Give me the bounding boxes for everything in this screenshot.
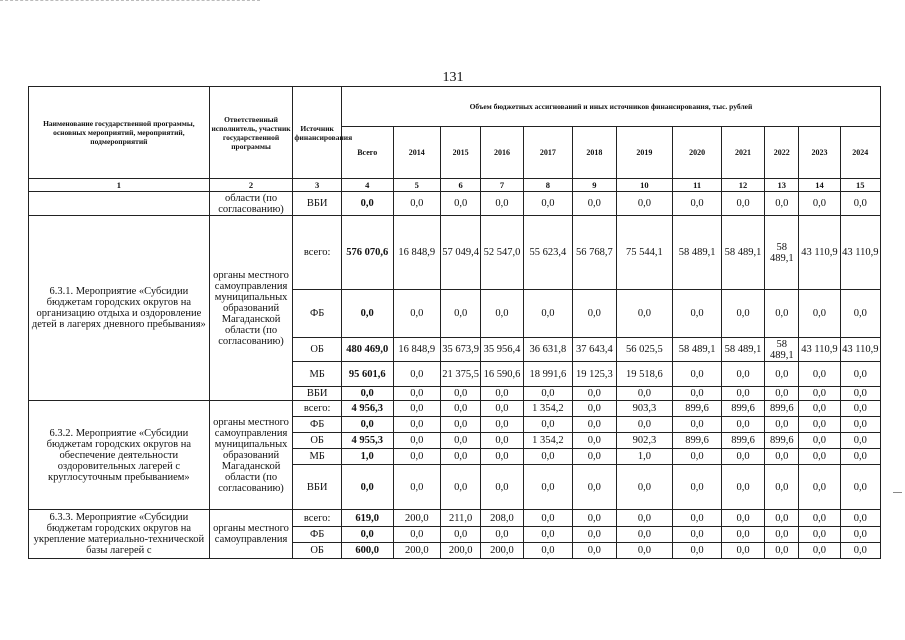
value-cell: 0,0 (840, 543, 880, 559)
value-cell: 0,0 (765, 449, 799, 465)
value-cell: 0,0 (573, 543, 616, 559)
value-cell: 0,0 (341, 465, 393, 510)
value-cell: 0,0 (481, 433, 523, 449)
value-cell: 0,0 (840, 449, 880, 465)
header-year: 2023 (799, 127, 840, 179)
column-number: 14 (799, 179, 840, 192)
value-cell: 0,0 (573, 192, 616, 216)
value-cell: 0,0 (721, 290, 764, 338)
value-cell: 1,0 (341, 449, 393, 465)
value-cell: 0,0 (481, 387, 523, 401)
value-cell: 75 544,1 (616, 216, 673, 290)
value-cell: 208,0 (481, 510, 523, 527)
value-cell: 0,0 (673, 465, 722, 510)
value-cell: 0,0 (341, 417, 393, 433)
source-cell: ВБИ (293, 192, 342, 216)
value-cell: 0,0 (573, 387, 616, 401)
value-cell: 16 848,9 (393, 338, 441, 362)
value-cell: 0,0 (840, 387, 880, 401)
value-cell: 0,0 (765, 362, 799, 387)
value-cell: 0,0 (799, 401, 840, 417)
value-cell: 0,0 (673, 192, 722, 216)
value-cell: 58 489,1 (673, 338, 722, 362)
value-cell: 0,0 (799, 543, 840, 559)
header-year: 2021 (721, 127, 764, 179)
value-cell: 0,0 (393, 433, 441, 449)
responsible-cell: органы местного самоуправления муниципальных образований Магаданской области (по согласованию) (209, 216, 293, 401)
value-cell: 0,0 (673, 543, 722, 559)
value-cell: 21 375,5 (441, 362, 481, 387)
value-cell: 56 768,7 (573, 216, 616, 290)
source-cell: ОБ (293, 543, 342, 559)
responsible-cell: органы местного самоуправления муниципальных образований Магаданской области (по согласованию) (209, 401, 293, 510)
header-name: Наименование государственной программы, основных мероприятий, мероприятий, подмероприятий (29, 87, 210, 179)
value-cell: 0,0 (765, 417, 799, 433)
value-cell: 0,0 (673, 449, 722, 465)
header-year: 2017 (523, 127, 573, 179)
value-cell: 0,0 (393, 387, 441, 401)
value-cell: 0,0 (616, 417, 673, 433)
value-cell: 200,0 (441, 543, 481, 559)
value-cell: 0,0 (481, 449, 523, 465)
value-cell: 0,0 (799, 465, 840, 510)
source-cell: ФБ (293, 290, 342, 338)
responsible-cell: области (по согласованию) (209, 192, 293, 216)
value-cell: 58 489,1 (673, 216, 722, 290)
value-cell: 56 025,5 (616, 338, 673, 362)
value-cell: 36 631,8 (523, 338, 573, 362)
value-cell: 19 125,3 (573, 362, 616, 387)
value-cell: 0,0 (481, 527, 523, 543)
header-year: 2015 (441, 127, 481, 179)
scan-artifact-mark (893, 492, 902, 493)
value-cell: 0,0 (441, 401, 481, 417)
header-year: 2019 (616, 127, 673, 179)
column-number: 11 (673, 179, 722, 192)
column-number: 15 (840, 179, 880, 192)
source-cell: ФБ (293, 417, 342, 433)
value-cell: 4 955,3 (341, 433, 393, 449)
value-cell: 0,0 (765, 527, 799, 543)
value-cell: 0,0 (393, 449, 441, 465)
value-cell: 480 469,0 (341, 338, 393, 362)
value-cell: 200,0 (393, 510, 441, 527)
value-cell: 0,0 (799, 362, 840, 387)
source-cell: ОБ (293, 433, 342, 449)
header-volume: Объем бюджетных ассигнований и иных источников финансирования, тыс. рублей (341, 87, 880, 127)
table-row (29, 401, 881, 417)
column-number: 5 (393, 179, 441, 192)
value-cell: 0,0 (799, 527, 840, 543)
column-number: 1 (29, 179, 210, 192)
value-cell: 600,0 (341, 543, 393, 559)
value-cell: 18 991,6 (523, 362, 573, 387)
value-cell: 0,0 (616, 510, 673, 527)
value-cell: 0,0 (573, 417, 616, 433)
value-cell: 0,0 (573, 433, 616, 449)
value-cell: 0,0 (441, 192, 481, 216)
value-cell: 0,0 (573, 449, 616, 465)
value-cell: 899,6 (673, 433, 722, 449)
value-cell: 0,0 (840, 510, 880, 527)
value-cell: 0,0 (573, 527, 616, 543)
value-cell: 0,0 (765, 192, 799, 216)
value-cell: 0,0 (393, 290, 441, 338)
value-cell: 0,0 (840, 401, 880, 417)
value-cell: 0,0 (393, 527, 441, 543)
source-cell: ФБ (293, 527, 342, 543)
value-cell: 0,0 (481, 192, 523, 216)
source-cell: всего: (293, 216, 342, 290)
header-year: 2014 (393, 127, 441, 179)
value-cell: 0,0 (393, 465, 441, 510)
table-row (29, 510, 881, 527)
column-number: 6 (441, 179, 481, 192)
value-cell: 211,0 (441, 510, 481, 527)
value-cell: 0,0 (721, 192, 764, 216)
value-cell: 0,0 (523, 543, 573, 559)
value-cell: 903,3 (616, 401, 673, 417)
value-cell: 58 489,1 (721, 216, 764, 290)
value-cell: 899,6 (765, 401, 799, 417)
value-cell: 0,0 (765, 510, 799, 527)
value-cell: 0,0 (481, 401, 523, 417)
value-cell: 95 601,6 (341, 362, 393, 387)
value-cell: 619,0 (341, 510, 393, 527)
value-cell: 0,0 (573, 465, 616, 510)
header-total: Всего (341, 127, 393, 179)
value-cell: 899,6 (721, 401, 764, 417)
value-cell: 0,0 (673, 510, 722, 527)
column-number: 12 (721, 179, 764, 192)
value-cell: 0,0 (840, 465, 880, 510)
value-cell: 0,0 (616, 527, 673, 543)
value-cell: 0,0 (523, 510, 573, 527)
value-cell: 0,0 (573, 290, 616, 338)
value-cell: 35 673,9 (441, 338, 481, 362)
value-cell: 0,0 (616, 192, 673, 216)
value-cell: 1 354,2 (523, 401, 573, 417)
value-cell: 0,0 (341, 290, 393, 338)
value-cell: 55 623,4 (523, 216, 573, 290)
value-cell: 35 956,4 (481, 338, 523, 362)
value-cell: 0,0 (765, 543, 799, 559)
value-cell: 0,0 (523, 387, 573, 401)
value-cell: 899,6 (721, 433, 764, 449)
value-cell: 899,6 (765, 433, 799, 449)
source-cell: ВБИ (293, 465, 342, 510)
header-responsible: Ответственный исполнитель, участник государственной программы (209, 87, 293, 179)
value-cell: 0,0 (799, 433, 840, 449)
source-cell: ОБ (293, 338, 342, 362)
value-cell: 37 643,4 (573, 338, 616, 362)
source-cell: ВБИ (293, 387, 342, 401)
column-number: 10 (616, 179, 673, 192)
value-cell: 16 848,9 (393, 216, 441, 290)
column-number: 13 (765, 179, 799, 192)
value-cell: 0,0 (765, 465, 799, 510)
value-cell: 0,0 (721, 510, 764, 527)
column-number: 8 (523, 179, 573, 192)
header-year: 2022 (765, 127, 799, 179)
value-cell: 899,6 (673, 401, 722, 417)
scan-artifact-line (0, 0, 260, 3)
value-cell: 0,0 (840, 433, 880, 449)
value-cell: 1,0 (616, 449, 673, 465)
source-cell: МБ (293, 362, 342, 387)
page-number: 131 (442, 70, 464, 85)
value-cell: 0,0 (481, 290, 523, 338)
value-cell: 0,0 (840, 527, 880, 543)
row-name (29, 192, 210, 216)
value-cell: 0,0 (765, 290, 799, 338)
value-cell: 0,0 (441, 449, 481, 465)
value-cell: 0,0 (721, 387, 764, 401)
value-cell: 19 518,6 (616, 362, 673, 387)
value-cell: 43 110,9 (799, 216, 840, 290)
value-cell: 52 547,0 (481, 216, 523, 290)
value-cell: 576 070,6 (341, 216, 393, 290)
column-number: 2 (209, 179, 293, 192)
value-cell: 0,0 (840, 417, 880, 433)
value-cell: 0,0 (840, 192, 880, 216)
value-cell: 43 110,9 (799, 338, 840, 362)
value-cell: 0,0 (673, 527, 722, 543)
value-cell: 0,0 (616, 387, 673, 401)
value-cell: 0,0 (441, 417, 481, 433)
value-cell: 0,0 (721, 543, 764, 559)
value-cell: 0,0 (616, 465, 673, 510)
source-cell: всего: (293, 510, 342, 527)
header-year: 2016 (481, 127, 523, 179)
value-cell: 0,0 (799, 192, 840, 216)
measure-name: 6.3.1. Мероприятие «Субсидии бюджетам городских округов на организацию отдыха и оздоровление детей в лагерях дневного пребывания» (29, 216, 210, 401)
value-cell: 0,0 (721, 417, 764, 433)
value-cell: 0,0 (673, 362, 722, 387)
value-cell: 0,0 (721, 465, 764, 510)
column-number: 7 (481, 179, 523, 192)
value-cell: 0,0 (441, 433, 481, 449)
table-row (29, 192, 881, 216)
value-cell: 0,0 (523, 527, 573, 543)
value-cell: 200,0 (481, 543, 523, 559)
header-year: 2024 (840, 127, 880, 179)
column-numbers-row (29, 179, 881, 192)
value-cell: 0,0 (481, 417, 523, 433)
value-cell: 902,3 (616, 433, 673, 449)
value-cell: 57 049,4 (441, 216, 481, 290)
value-cell: 0,0 (441, 290, 481, 338)
value-cell: 0,0 (523, 417, 573, 433)
value-cell: 4 956,3 (341, 401, 393, 417)
value-cell: 43 110,9 (840, 338, 880, 362)
column-number: 3 (293, 179, 342, 192)
value-cell: 0,0 (721, 362, 764, 387)
value-cell: 0,0 (393, 417, 441, 433)
value-cell: 0,0 (721, 449, 764, 465)
table-row (29, 216, 881, 290)
value-cell: 0,0 (341, 387, 393, 401)
value-cell: 0,0 (523, 465, 573, 510)
source-cell: всего: (293, 401, 342, 417)
value-cell: 0,0 (393, 362, 441, 387)
value-cell: 0,0 (573, 401, 616, 417)
value-cell: 0,0 (799, 449, 840, 465)
header-year: 2018 (573, 127, 616, 179)
value-cell: 0,0 (393, 192, 441, 216)
value-cell: 0,0 (441, 387, 481, 401)
value-cell: 200,0 (393, 543, 441, 559)
measure-name: 6.3.2. Мероприятие «Субсидии бюджетам городских округов на обеспечение деятельности оздоровительных лагерей с круглосуточным пребыванием» (29, 401, 210, 510)
value-cell: 0,0 (523, 449, 573, 465)
source-cell: МБ (293, 449, 342, 465)
value-cell: 0,0 (393, 401, 441, 417)
value-cell: 43 110,9 (840, 216, 880, 290)
value-cell: 58 489,1 (765, 338, 799, 362)
value-cell: 0,0 (673, 290, 722, 338)
value-cell: 0,0 (765, 387, 799, 401)
value-cell: 0,0 (840, 290, 880, 338)
value-cell: 0,0 (616, 543, 673, 559)
value-cell: 0,0 (799, 417, 840, 433)
value-cell: 0,0 (441, 527, 481, 543)
value-cell: 0,0 (673, 387, 722, 401)
header-source: Источник финансирования (293, 87, 342, 179)
responsible-cell: органы местного самоуправления (209, 510, 293, 559)
value-cell: 58 489,1 (765, 216, 799, 290)
value-cell: 0,0 (523, 290, 573, 338)
value-cell: 16 590,6 (481, 362, 523, 387)
value-cell: 0,0 (799, 290, 840, 338)
value-cell: 0,0 (481, 465, 523, 510)
measure-name: 6.3.3. Мероприятие «Субсидии бюджетам городских округов на укрепление материально-технической базы лагерей с (29, 510, 210, 559)
budget-table (28, 86, 881, 559)
column-number: 9 (573, 179, 616, 192)
value-cell: 0,0 (799, 510, 840, 527)
header-year: 2020 (673, 127, 722, 179)
value-cell: 1 354,2 (523, 433, 573, 449)
column-number: 4 (341, 179, 393, 192)
value-cell: 58 489,1 (721, 338, 764, 362)
value-cell: 0,0 (721, 527, 764, 543)
value-cell: 0,0 (799, 387, 840, 401)
value-cell: 0,0 (573, 510, 616, 527)
value-cell: 0,0 (616, 290, 673, 338)
value-cell: 0,0 (441, 465, 481, 510)
value-cell: 0,0 (523, 192, 573, 216)
value-cell: 0,0 (840, 362, 880, 387)
value-cell: 0,0 (341, 192, 393, 216)
value-cell: 0,0 (673, 417, 722, 433)
value-cell: 0,0 (341, 527, 393, 543)
